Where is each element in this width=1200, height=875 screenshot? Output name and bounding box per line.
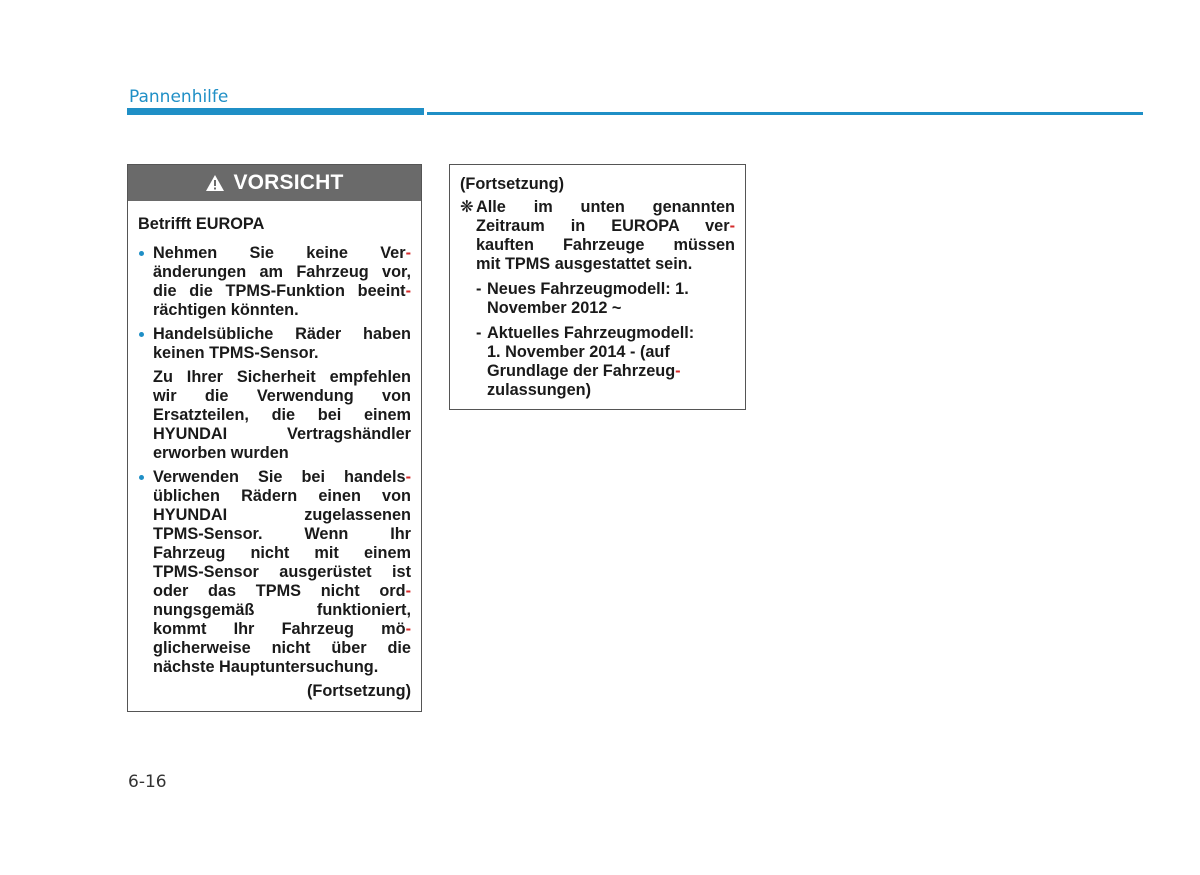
bullet-dot-icon	[139, 475, 144, 480]
note-box	[449, 164, 746, 410]
text-line: änderungen am Fahrzeug vor,	[153, 263, 411, 281]
page-number: 6-16	[128, 772, 167, 792]
text-line: Nehmen Sie keine Ver-	[153, 244, 411, 262]
note-star-paragraph	[460, 198, 735, 274]
text-line: üblichen Rädern einen von	[153, 487, 411, 505]
text-line: Verwenden Sie bei handels-	[153, 468, 411, 486]
text-line: nungsgemäß funktioniert,	[153, 601, 411, 619]
text-line: Zeitraum in EUROPA ver-	[476, 217, 735, 235]
text-line: mit TPMS ausgestattet sein.	[476, 255, 693, 273]
text-line: wir die Verwendung von	[153, 387, 411, 405]
bullet-dot-icon	[139, 332, 144, 337]
text-line: Fahrzeug nicht mit einem	[153, 544, 411, 562]
text-line: oder das TPMS nicht ord-	[153, 582, 411, 600]
hyphen: -	[405, 244, 411, 262]
warning-triangle-icon	[205, 174, 225, 192]
text-line: zulassungen)	[487, 381, 592, 399]
hyphen: -	[675, 362, 681, 380]
text-line: die die TPMS-Funktion beeint-	[153, 282, 411, 300]
caution-box	[127, 164, 422, 712]
caution-header	[128, 165, 421, 201]
text-line: November 2012 ~	[487, 299, 622, 317]
hyphen: -	[405, 282, 411, 300]
text-line: Ersatzteilen, die bei einem	[153, 406, 411, 424]
text-line: erworben wurden	[153, 444, 289, 462]
text-line: Neues Fahrzeugmodell: 1.	[487, 280, 689, 298]
caution-paragraph	[138, 368, 411, 463]
dash-marker: -	[476, 280, 482, 298]
dash-marker: -	[476, 324, 482, 342]
text-line: HYUNDAI zugelassenen	[153, 506, 411, 524]
text-line: Alle im unten genannten	[476, 198, 735, 216]
text-line: kauften Fahrzeuge müssen	[476, 236, 735, 254]
note-list-item	[460, 324, 735, 400]
hyphen: -	[405, 582, 411, 600]
caution-scope: Betrifft EUROPA	[138, 215, 265, 233]
note-heading: (Fortsetzung)	[460, 175, 564, 193]
bullet-dot-icon	[139, 251, 144, 256]
caution-bullet-1	[138, 244, 411, 320]
text-line: Zu Ihrer Sicherheit empfehlen	[153, 368, 411, 386]
text-line: Grundlage der Fahrzeug-	[487, 362, 681, 380]
text-line: 1. November 2014 - (auf	[487, 343, 670, 361]
caution-bullet-3	[138, 468, 411, 677]
text-line: TPMS-Sensor. Wenn Ihr	[153, 525, 411, 543]
text-line: TPMS-Sensor ausgerüstet ist	[153, 563, 411, 581]
asterisk-icon: ❋	[460, 198, 474, 216]
text-line: glicherweise nicht über die	[153, 639, 411, 657]
text-line: HYUNDAI Vertragshändler	[153, 425, 411, 443]
caution-continued: (Fortsetzung)	[307, 682, 411, 700]
text-line: nächste Hauptuntersuchung.	[153, 658, 379, 676]
hyphen: -	[405, 620, 411, 638]
text-line: Aktuelles Fahrzeugmodell:	[487, 324, 695, 342]
header-rule-thick	[127, 108, 424, 115]
section-title: Pannenhilfe	[129, 87, 229, 107]
note-list-item	[460, 280, 735, 318]
text-line: kommt Ihr Fahrzeug mö-	[153, 620, 411, 638]
caution-title: VORSICHT	[233, 171, 344, 194]
caution-bullet-2	[138, 325, 411, 363]
caution-body	[128, 201, 421, 701]
hyphen: -	[729, 217, 735, 235]
text-line: keinen TPMS-Sensor.	[153, 344, 319, 362]
hyphen: -	[405, 468, 411, 486]
text-line: Handelsübliche Räder haben	[153, 325, 411, 343]
header-rule-thin	[427, 112, 1143, 115]
text-line: rächtigen könnten.	[153, 301, 299, 319]
